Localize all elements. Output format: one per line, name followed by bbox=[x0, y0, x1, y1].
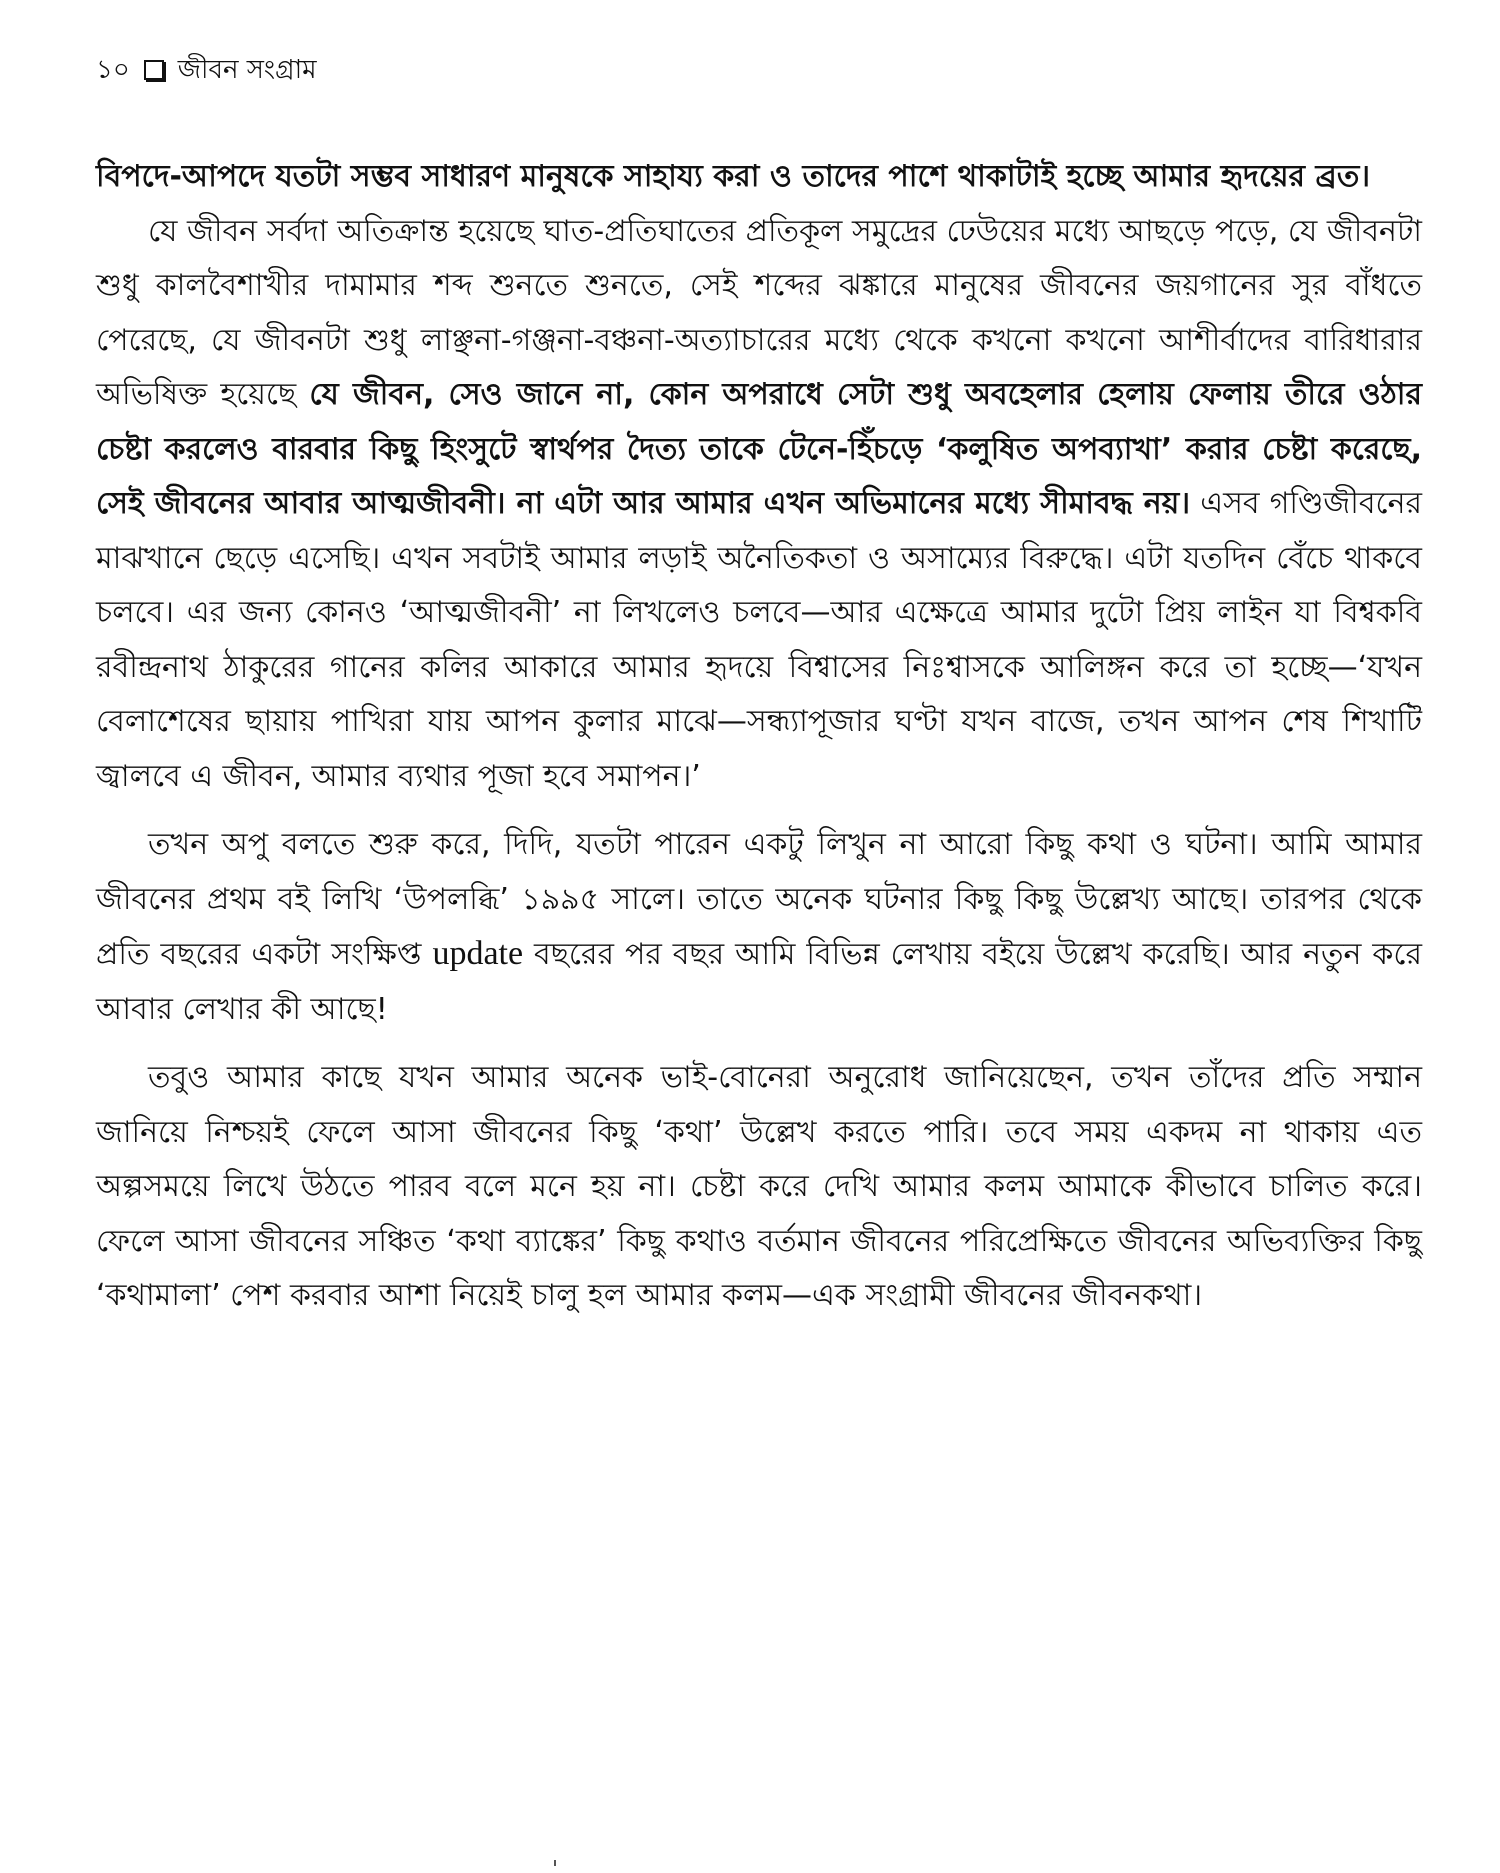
book-title: জীবন সংগ্রাম bbox=[177, 55, 317, 85]
bold-text: বিপদে-আপদে যতটা সম্ভব সাধারণ মানুষকে সাহায্য করা ও তাদের পাশে থাকাটাই হচ্ছে আমার হৃদয়ের ব্রত। bbox=[96, 159, 1371, 194]
latin-word: update bbox=[432, 935, 524, 972]
running-header bbox=[96, 52, 317, 88]
text-segment: এসব গণ্ডিজীবনের মাঝখানে ছেড়ে এসেছি। এখন সবটাই আমার লড়াই অনৈতিকতা ও অসাম্যের বিরুদ্ধে। এটা যতদিন বেঁচে থাকবে চলবে। এর জন্য কোনও ‘আত্মজীবনী’ না লিখলেও চলবে—আর এক্ষেত্রে আমার দুটো প্রিয় লাইন যা বিশ্বকবি রবীন্দ্রনাথ ঠাকুরের গানের কলির আকারে আমার হৃদয়ে বিশ্বাসের নিঃশ্বাসকে আলিঙ্গন করে তা হচ্ছে—‘যখন বেলাশেষের ছায়ায় পাখিরা যায় আপন কুলার মাঝে—সন্ধ্যাপূজার ঘণ্টা যখন বাজে, তখন আপন শেষ শিখাটি জ্বালবে এ জীবন, আমার ব্যথার পূজা হবে সমাপন।’ bbox=[96, 486, 1423, 794]
text-segment: তখন অপু বলতে শুরু করে, দিদি, যতটা পারেন একটু লিখুন না আরো কিছু কথা ও ঘটনা। আমি আমার জীবনের প্রথম বই লিখি ‘উপলব্ধি’ ১৯৯৫ সালে। তাতে অনেক ঘটনার কিছু কিছু উল্লেখ্য আছে। তারপর থেকে প্রতি বছরের একটা সংক্ষিপ্ত bbox=[96, 827, 1422, 972]
paragraph-intro bbox=[96, 150, 1422, 205]
square-box-icon bbox=[144, 60, 164, 80]
bold-text: যে জীবন, সেও জানে না, কোন অপরাধে সেটা শুধু অবহেলার হেলায় ফেলায় তীরে ওঠার চেষ্টা করলেও বারবার কিছু হিংসুটে স্বার্থপর দৈত্য তাকে টেনে-হিঁচড়ে ‘কলুষিত অপব্যাখা’ করার চেষ্টা করেছে, সেই জীবনের আবার আত্মজীবনী। না এটা আর আমার এখন অভিমানের মধ্যে সীমাবদ্ধ নয়। bbox=[96, 377, 1422, 521]
page-number: ১০ bbox=[96, 55, 130, 85]
paragraph-apu-request bbox=[96, 818, 1422, 1037]
paragraph-conclusion bbox=[96, 1051, 1422, 1324]
text-segment: তবুও আমার কাছে যখন আমার অনেক ভাই-বোনেরা অনুরোধ জানিয়েছেন, তখন তাঁদের প্রতি সম্মান জানিয়ে নিশ্চয়ই ফেলে আসা জীবনের কিছু ‘কথা’ উল্লেখ করতে পারি। তবে সময় একদম না থাকায় এত অল্পসময়ে লিখে উঠতে পারব বলে মনে হয় না। চেষ্টা করে দেখি আমার কলম আমাকে কীভাবে চালিত করে। ফেলে আসা জীবনের সঞ্চিত ‘কথা ব্যাঙ্কের’ কিছু কথাও বর্তমান জীবনের পরিপ্রেক্ষিতে জীবনের অভিব্যক্তির কিছু ‘কথামালা’ পেশ করবার আশা নিয়েই চালু হল আমার কলম—এক সংগ্রামী জীবনের জীবনকথা। bbox=[96, 1060, 1422, 1313]
paragraph-life-struggle bbox=[96, 205, 1422, 805]
scan-speck bbox=[554, 1860, 556, 1866]
text-segment: যে জীবন সর্বদা অতিক্রান্ত হয়েছে ঘাত-প্রতিঘাতের প্রতিকূল সমুদ্রের ঢেউয়ের মধ্যে আছড়ে পড়ে, যে জীবনটা শুধু কালবৈশাখীর দামামার শব্দ শুনতে শুনতে, সেই শব্দের ঝঙ্কারে মানুষের জীবনের জয়গানের সুর বাঁধতে পেরেছে, যে জীবনটা শুধু লাঞ্ছনা-গঞ্জনা-বঞ্চনা-অত্যাচারের মধ্যে থেকে কখনো কখনো আশীর্বাদের বারিধারার অভিষিক্ত হয়েছে bbox=[96, 213, 1422, 412]
page-body bbox=[96, 150, 1422, 1324]
text-segment: বছরের পর বছর আমি বিভিন্ন লেখায় বইয়ে উল্লেখ করেছি। আর নতুন করে আবার লেখার কী আছে! bbox=[96, 937, 1422, 1027]
